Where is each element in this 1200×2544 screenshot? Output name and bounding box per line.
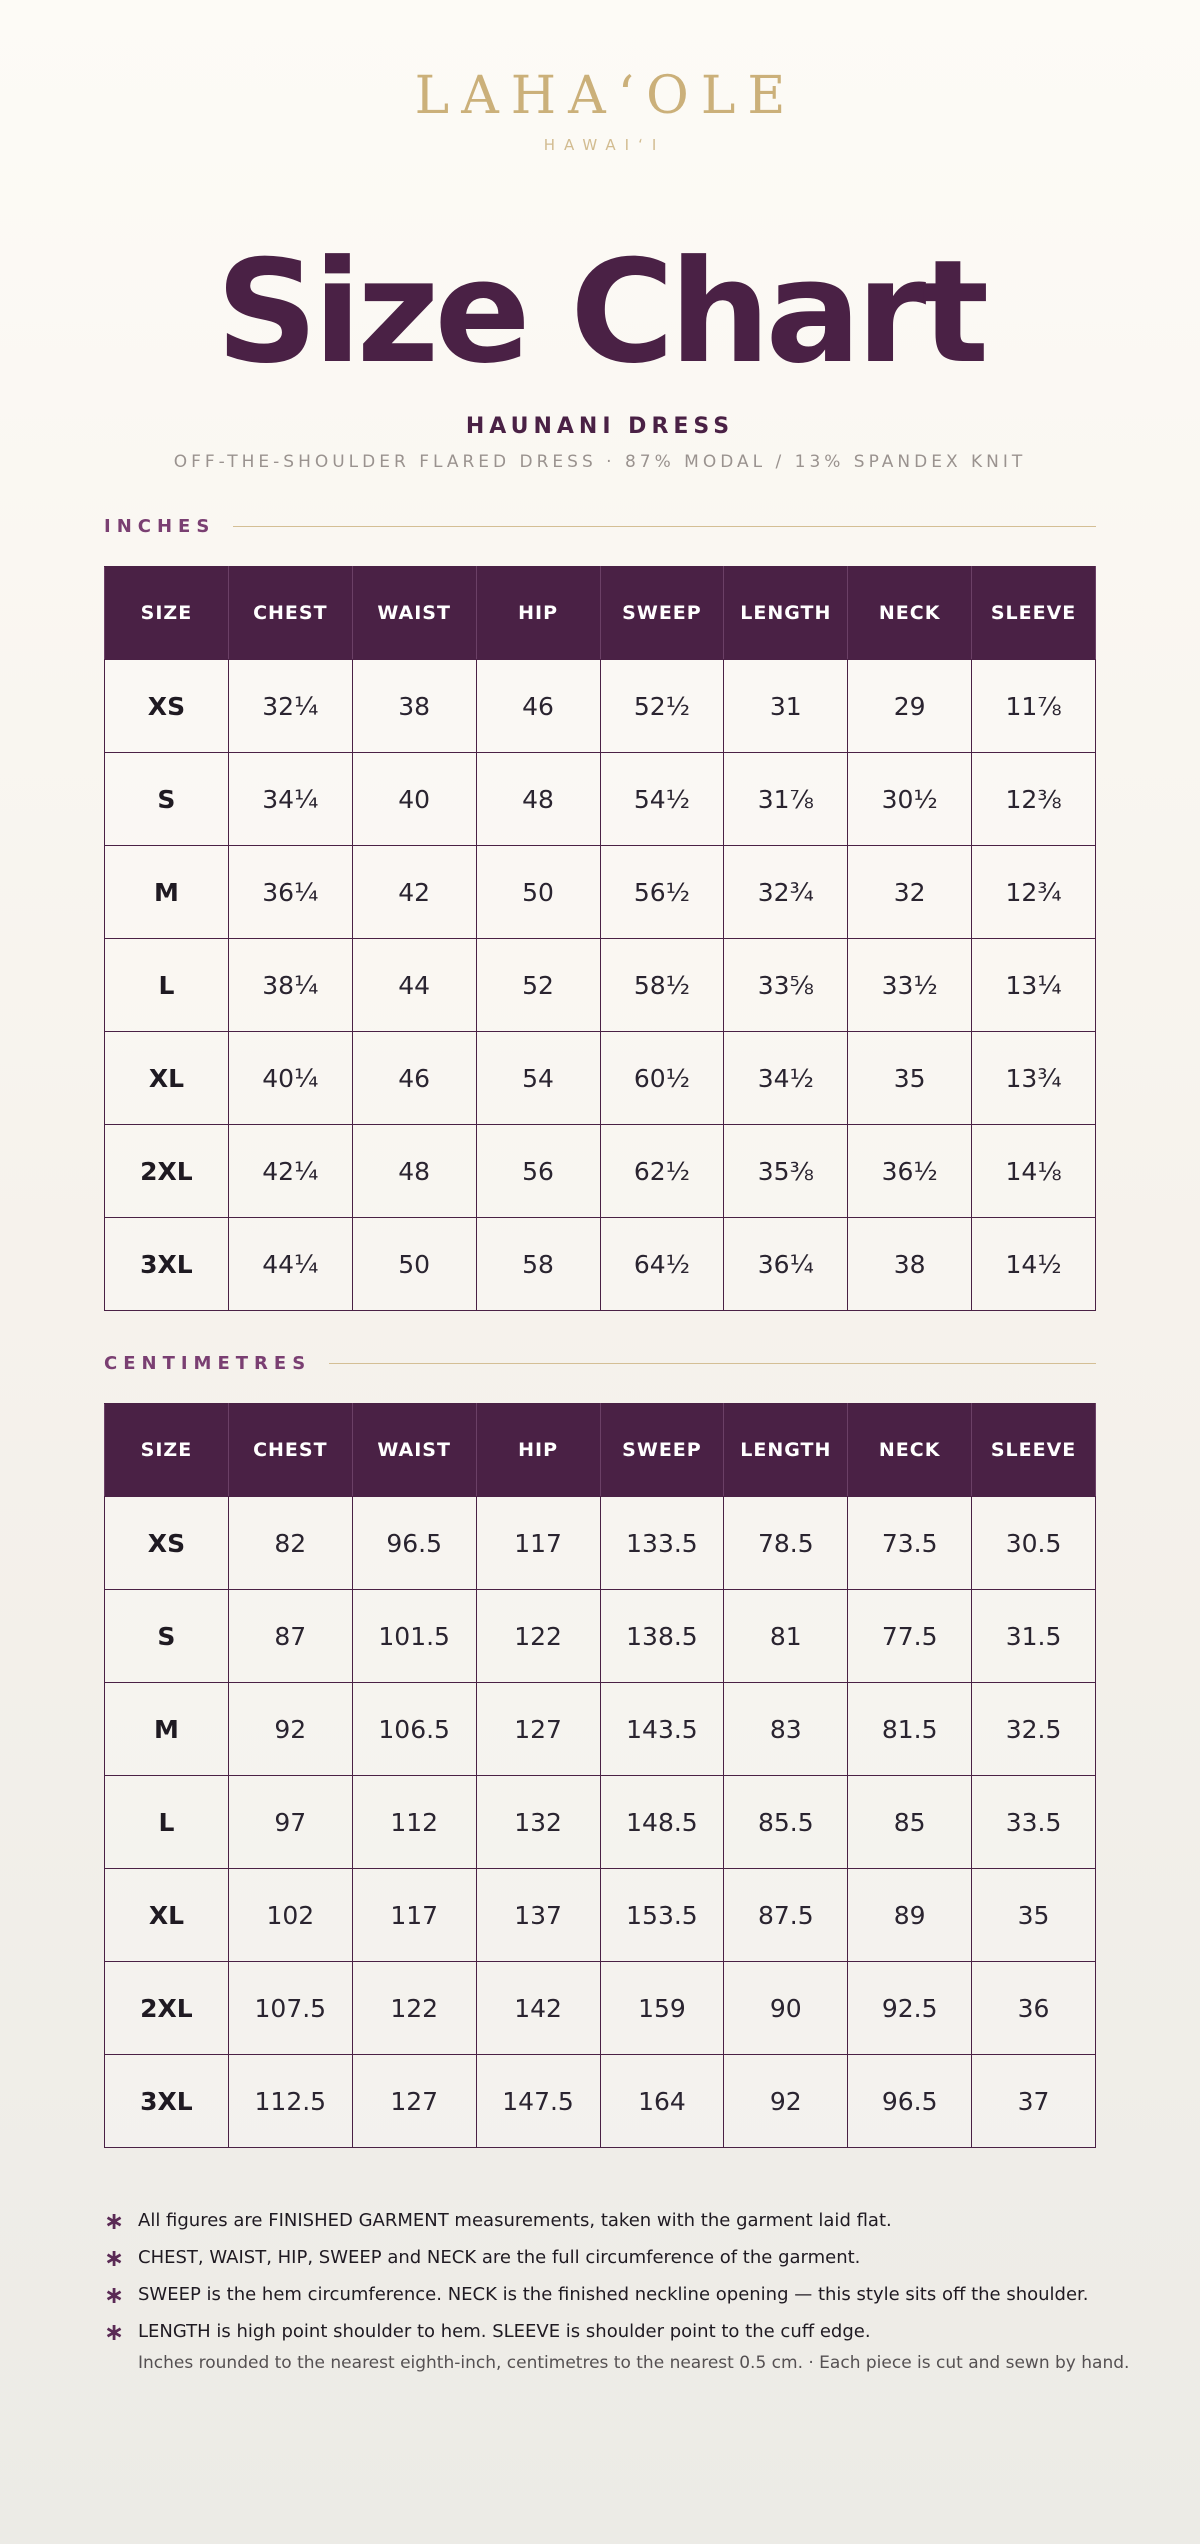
measurement-cell: 32.5 xyxy=(972,1683,1096,1776)
column-header-neck: NECK xyxy=(848,567,972,660)
measurement-cell: 85.5 xyxy=(724,1776,848,1869)
measurement-cell: 54½ xyxy=(600,753,724,846)
table-row xyxy=(105,939,1096,1032)
measurement-cell: 36¼ xyxy=(228,846,352,939)
note-item xyxy=(104,2202,1194,2239)
measurement-cell: 33½ xyxy=(848,939,972,1032)
inches-section-label: INCHES xyxy=(104,516,216,537)
column-header-length: LENGTH xyxy=(724,567,848,660)
measurement-cell: 48 xyxy=(476,753,600,846)
measurement-cell: 92.5 xyxy=(848,1962,972,2055)
measurement-cell: 29 xyxy=(848,660,972,753)
size-label: 2XL xyxy=(105,1125,229,1218)
measurement-cell: 117 xyxy=(476,1497,600,1590)
measurement-cell: 11⅞ xyxy=(972,660,1096,753)
asterisk-icon: ∗ xyxy=(104,2243,125,2272)
measurement-cell: 127 xyxy=(476,1683,600,1776)
page-title: Size Chart xyxy=(215,230,985,395)
column-header-chest: CHEST xyxy=(228,1404,352,1497)
measurement-cell: 122 xyxy=(476,1590,600,1683)
measurement-cell: 52 xyxy=(476,939,600,1032)
column-header-hip: HIP xyxy=(476,567,600,660)
inches-section-header xyxy=(104,516,1096,537)
inches-size-table xyxy=(104,566,1096,1311)
table-row xyxy=(105,1776,1096,1869)
measurement-cell: 56½ xyxy=(600,846,724,939)
measurement-cell: 81.5 xyxy=(848,1683,972,1776)
measurement-cell: 58 xyxy=(476,1218,600,1311)
measurement-cell: 159 xyxy=(600,1962,724,2055)
table-row xyxy=(105,1032,1096,1125)
measurement-cell: 50 xyxy=(476,846,600,939)
measurement-cell: 33⅝ xyxy=(724,939,848,1032)
measurement-cell: 96.5 xyxy=(848,2055,972,2148)
measurement-cell: 83 xyxy=(724,1683,848,1776)
measurement-cell: 127 xyxy=(352,2055,476,2148)
measurement-cell: 62½ xyxy=(600,1125,724,1218)
measurement-cell: 13¼ xyxy=(972,939,1096,1032)
measurement-cell: 36 xyxy=(972,1962,1096,2055)
measurement-cell: 35 xyxy=(972,1869,1096,1962)
measurement-cell: 36½ xyxy=(848,1125,972,1218)
table-row xyxy=(105,1218,1096,1311)
measurement-cell: 89 xyxy=(848,1869,972,1962)
table-row xyxy=(105,1683,1096,1776)
measurement-cell: 92 xyxy=(228,1683,352,1776)
measurement-cell: 36¼ xyxy=(724,1218,848,1311)
note-item xyxy=(104,2313,1194,2350)
measurement-cell: 82 xyxy=(228,1497,352,1590)
measurement-cell: 37 xyxy=(972,2055,1096,2148)
measurement-cell: 112 xyxy=(352,1776,476,1869)
measurement-cell: 34¼ xyxy=(228,753,352,846)
measurement-cell: 106.5 xyxy=(352,1683,476,1776)
measurement-cell: 14½ xyxy=(972,1218,1096,1311)
table-row xyxy=(105,1497,1096,1590)
measurement-cell: 81 xyxy=(724,1590,848,1683)
size-label: XS xyxy=(105,660,229,753)
measurement-cell: 147.5 xyxy=(476,2055,600,2148)
measurement-cell: 73.5 xyxy=(848,1497,972,1590)
measurement-cell: 13¾ xyxy=(972,1032,1096,1125)
table-row xyxy=(105,2055,1096,2148)
note-text: CHEST, WAIST, HIP, SWEEP and NECK are the full circumference of the garment. xyxy=(138,2247,861,2268)
table-row xyxy=(105,660,1096,753)
column-header-chest: CHEST xyxy=(228,567,352,660)
measurement-cell: 148.5 xyxy=(600,1776,724,1869)
size-label: M xyxy=(105,1683,229,1776)
note-item xyxy=(104,2239,1194,2276)
measurement-cell: 48 xyxy=(352,1125,476,1218)
measurement-cell: 96.5 xyxy=(352,1497,476,1590)
measurement-cell: 40¼ xyxy=(228,1032,352,1125)
size-label: 2XL xyxy=(105,1962,229,2055)
note-item xyxy=(104,2276,1194,2313)
measurement-cell: 50 xyxy=(352,1218,476,1311)
table-row xyxy=(105,753,1096,846)
measurement-cell: 38 xyxy=(848,1218,972,1311)
measurement-cell: 138.5 xyxy=(600,1590,724,1683)
column-header-neck: NECK xyxy=(848,1404,972,1497)
measurement-cell: 87.5 xyxy=(724,1869,848,1962)
size-label: XL xyxy=(105,1869,229,1962)
column-header-sleeve: SLEEVE xyxy=(972,567,1096,660)
size-label: 3XL xyxy=(105,1218,229,1311)
measurement-cell: 14⅛ xyxy=(972,1125,1096,1218)
centimetres-size-table xyxy=(104,1403,1096,2148)
asterisk-icon: ∗ xyxy=(104,2317,125,2346)
measurement-cell: 97 xyxy=(228,1776,352,1869)
column-header-size: SIZE xyxy=(105,1404,229,1497)
table-header-row xyxy=(105,567,1096,660)
measurement-cell: 117 xyxy=(352,1869,476,1962)
column-header-sweep: SWEEP xyxy=(600,567,724,660)
centimetres-section-header xyxy=(104,1353,1096,1374)
measurement-cell: 46 xyxy=(476,660,600,753)
measurement-cell: 64½ xyxy=(600,1218,724,1311)
section-divider xyxy=(233,526,1096,527)
asterisk-icon: ∗ xyxy=(104,2206,125,2235)
measurement-cell: 87 xyxy=(228,1590,352,1683)
measurement-cell: 58½ xyxy=(600,939,724,1032)
product-description: OFF-THE-SHOULDER FLARED DRESS · 87% MODAL / 13% SPANDEX KNIT xyxy=(173,452,1027,472)
measurement-cell: 44 xyxy=(352,939,476,1032)
size-label: L xyxy=(105,1776,229,1869)
measurement-notes xyxy=(104,2202,1194,2373)
table-row xyxy=(105,1590,1096,1683)
measurement-cell: 102 xyxy=(228,1869,352,1962)
measurement-cell: 85 xyxy=(848,1776,972,1869)
note-text: SWEEP is the hem circumference. NECK is the finished neckline opening — this style sits off the shoulder. xyxy=(138,2284,1089,2305)
measurement-cell: 142 xyxy=(476,1962,600,2055)
measurement-cell: 42 xyxy=(352,846,476,939)
column-header-waist: WAIST xyxy=(352,1404,476,1497)
measurement-cell: 54 xyxy=(476,1032,600,1125)
measurement-cell: 133.5 xyxy=(600,1497,724,1590)
column-header-hip: HIP xyxy=(476,1404,600,1497)
measurement-cell: 112.5 xyxy=(228,2055,352,2148)
measurement-cell: 34½ xyxy=(724,1032,848,1125)
measurement-cell: 12¾ xyxy=(972,846,1096,939)
measurement-cell: 31 xyxy=(724,660,848,753)
measurement-cell: 32 xyxy=(848,846,972,939)
measurement-cell: 38 xyxy=(352,660,476,753)
column-header-length: LENGTH xyxy=(724,1404,848,1497)
table-row xyxy=(105,1869,1096,1962)
measurement-cell: 32¼ xyxy=(228,660,352,753)
column-header-sleeve: SLEEVE xyxy=(972,1404,1096,1497)
measurement-cell: 38¼ xyxy=(228,939,352,1032)
section-divider xyxy=(329,1363,1096,1364)
measurement-cell: 143.5 xyxy=(600,1683,724,1776)
measurement-cell: 32¾ xyxy=(724,846,848,939)
table-header-row xyxy=(105,1404,1096,1497)
measurement-cell: 153.5 xyxy=(600,1869,724,1962)
size-label: L xyxy=(105,939,229,1032)
rounding-note: Inches rounded to the nearest eighth-inch, centimetres to the nearest 0.5 cm. · Each piece is cut and sewn by hand. xyxy=(138,2353,1130,2373)
measurement-cell: 31⅞ xyxy=(724,753,848,846)
column-header-waist: WAIST xyxy=(352,567,476,660)
measurement-cell: 137 xyxy=(476,1869,600,1962)
measurement-cell: 35⅜ xyxy=(724,1125,848,1218)
measurement-cell: 56 xyxy=(476,1125,600,1218)
measurement-cell: 52½ xyxy=(600,660,724,753)
brand-location: HAWAIʻI xyxy=(543,136,666,154)
measurement-cell: 60½ xyxy=(600,1032,724,1125)
table-row xyxy=(105,846,1096,939)
measurement-cell: 40 xyxy=(352,753,476,846)
column-header-size: SIZE xyxy=(105,567,229,660)
measurement-cell: 31.5 xyxy=(972,1590,1096,1683)
table-row xyxy=(105,1962,1096,2055)
measurement-cell: 33.5 xyxy=(972,1776,1096,1869)
column-header-sweep: SWEEP xyxy=(600,1404,724,1497)
size-label: 3XL xyxy=(105,2055,229,2148)
measurement-cell: 35 xyxy=(848,1032,972,1125)
size-label: M xyxy=(105,846,229,939)
size-label: S xyxy=(105,753,229,846)
centimetres-section-label: CENTIMETRES xyxy=(104,1353,312,1374)
measurement-cell: 77.5 xyxy=(848,1590,972,1683)
measurement-cell: 92 xyxy=(724,2055,848,2148)
measurement-cell: 132 xyxy=(476,1776,600,1869)
measurement-cell: 46 xyxy=(352,1032,476,1125)
measurement-cell: 30.5 xyxy=(972,1497,1096,1590)
measurement-cell: 101.5 xyxy=(352,1590,476,1683)
asterisk-icon: ∗ xyxy=(104,2280,125,2309)
note-text: All figures are FINISHED GARMENT measurements, taken with the garment laid flat. xyxy=(138,2210,892,2231)
brand-logo xyxy=(0,66,1200,154)
measurement-cell: 90 xyxy=(724,1962,848,2055)
measurement-cell: 42¼ xyxy=(228,1125,352,1218)
measurement-cell: 12⅜ xyxy=(972,753,1096,846)
measurement-cell: 30½ xyxy=(848,753,972,846)
measurement-cell: 122 xyxy=(352,1962,476,2055)
measurement-cell: 164 xyxy=(600,2055,724,2148)
measurement-cell: 44¼ xyxy=(228,1218,352,1311)
size-label: XL xyxy=(105,1032,229,1125)
table-row xyxy=(105,1125,1096,1218)
size-label: S xyxy=(105,1590,229,1683)
brand-name: LAHAʻOLE xyxy=(414,66,798,126)
note-text: LENGTH is high point shoulder to hem. SLEEVE is shoulder point to the cuff edge. xyxy=(138,2321,871,2342)
product-name: HAUNANI DRESS xyxy=(465,414,735,439)
size-label: XS xyxy=(105,1497,229,1590)
measurement-cell: 78.5 xyxy=(724,1497,848,1590)
measurement-cell: 107.5 xyxy=(228,1962,352,2055)
